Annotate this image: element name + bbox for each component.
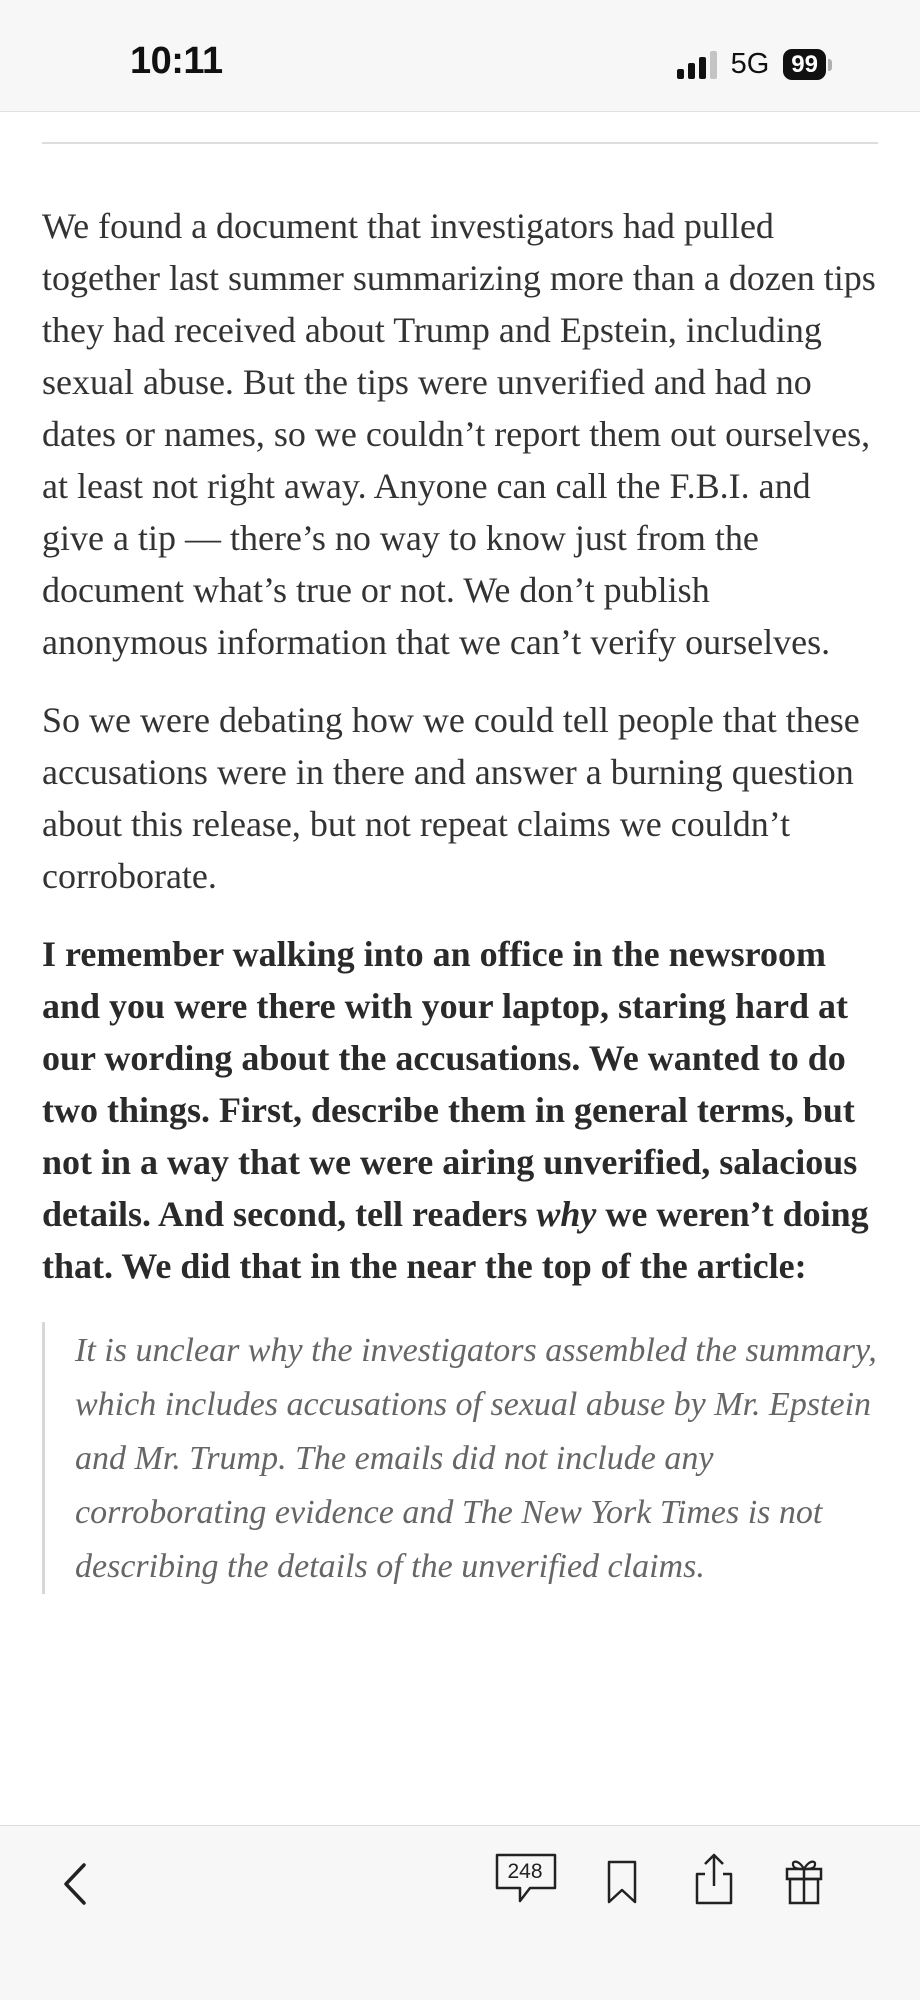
status-time: 10:11: [130, 40, 223, 82]
gift-icon: [784, 1855, 824, 1905]
question-text-start: I remember walking into an office in the newsroom and you were there with your laptop, staring hard at our wording about the accusations. We wanted to do two things. First, describe them in general terms, but not in a way that we were airing unverified, salacious details. And second, tell readers: [42, 934, 858, 1234]
comments-button[interactable]: [494, 1852, 560, 1908]
bookmark-icon: [606, 1859, 638, 1905]
battery-icon: [783, 49, 832, 80]
share-button[interactable]: [692, 1850, 736, 1908]
network-type: 5G: [730, 48, 770, 80]
question-emphasis: why: [536, 1194, 597, 1234]
article-paragraph-2: So we were debating how we could tell people that these accusations were in there and answer a burning question about this release, but not repeat claims we couldn’t corroborate.: [42, 700, 860, 896]
article-paragraph-1: We found a document that investigators had pulled together last summer summarizing more than a dozen tips they had received about Trump and Epstein, including sexual abuse. But the tips were unverified and had no dates or names, so we couldn’t report them out ourselves, at least not right away. Anyone can call the F.B.I. and give a tip — there’s no way to know just from the document what’s true or not. We don’t publish anonymous information that we can’t verify ourselves.: [42, 206, 876, 662]
bottom-toolbar: [0, 1825, 920, 2000]
bookmark-button[interactable]: [604, 1854, 640, 1910]
interviewer-question: [42, 928, 878, 1292]
status-indicators: [677, 48, 832, 81]
status-bar: [0, 0, 920, 112]
article-blockquote: [42, 1322, 878, 1594]
question-text-end: we weren’t doing that. We did that in the near the top of the article:: [42, 1194, 869, 1286]
share-icon: [694, 1852, 734, 1906]
comment-count: 248: [507, 1860, 543, 1883]
gift-article-button[interactable]: [782, 1852, 826, 1908]
cellular-signal-icon: [677, 51, 717, 79]
article-body: [42, 112, 878, 1825]
back-button[interactable]: [50, 1856, 100, 1912]
chevron-left-icon: [60, 1862, 90, 1906]
blockquote-text: It is unclear why the investigators assembled the summary, which includes accusations of sexual abuse by Mr. Epstein and Mr. Trump. The emails did not include any corroborating evidence and The New York Times is not describing the details of the unverified claims.: [75, 1332, 877, 1585]
battery-level: 99: [783, 49, 826, 80]
section-divider: [42, 142, 878, 144]
